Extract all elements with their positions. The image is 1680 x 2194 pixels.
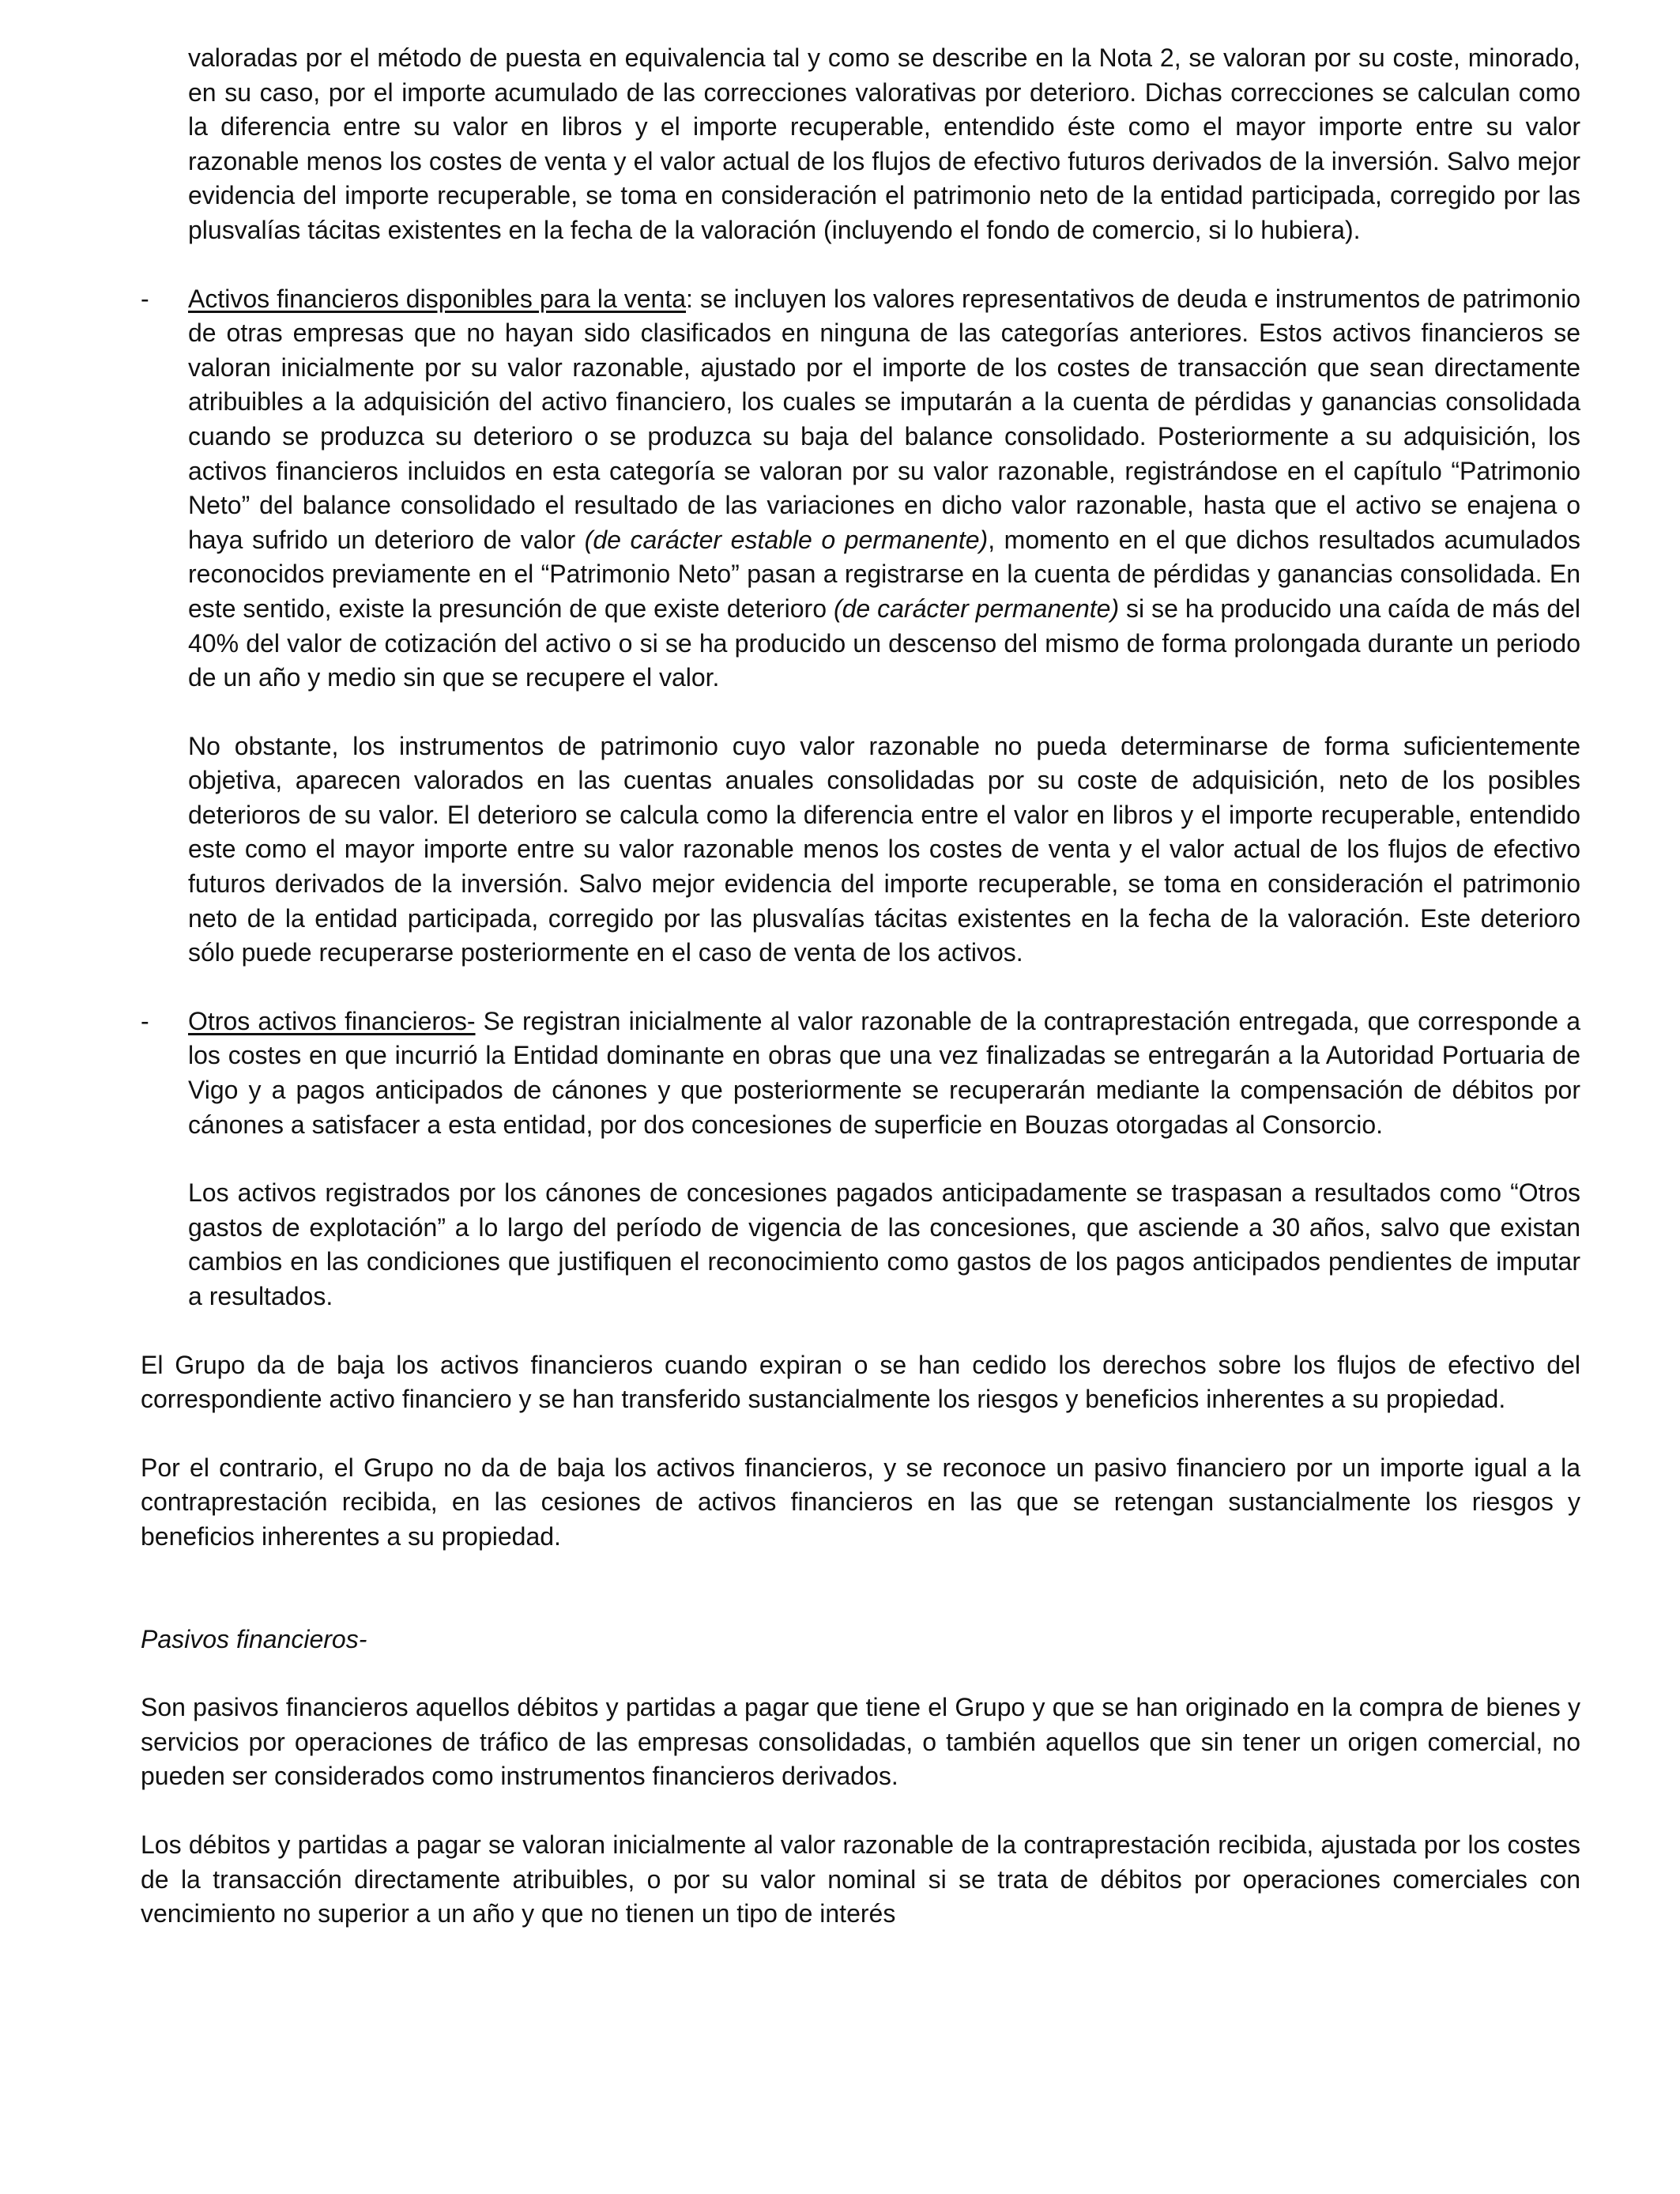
paragraph-derecognition: El Grupo da de baja los activos financieros cuando expiran o se han cedido los derechos sobre los flujos de efectivo del correspondiente activo financiero y se han transferido sustancialmente los riesgos y beneficios inherentes a su propiedad. xyxy=(141,1350,1580,1414)
bullet-title: Otros activos financieros- xyxy=(188,1006,476,1035)
document-page xyxy=(141,41,1580,1932)
paragraph-equity-method-valuation: valoradas por el método de puesta en equivalencia tal y como se describe en la Nota 2, se valoran por su coste, minorado, en su caso, por el importe acumulado de las correcciones valorativas por deterioro. Dichas correcciones se calculan como la diferencia entre su valor en libros y el importe recuperable, entendido éste como el mayor importe entre su valor razonable menos los costes de venta y el valor actual de los flujos de efectivo futuros derivados de la inversión. Salvo mejor evidencia del importe recuperable, se toma en consideración el patrimonio neto de la entidad participada, corregido por las plusvalías tácitas existentes en la fecha de la valoración (incluyendo el fondo de comercio, si lo hubiera). xyxy=(188,43,1580,244)
bullet-other-financial-assets: - Otros activos financieros- Se registran inicialmente al valor razonable de la contraprestación entregada, que corresponde a los costes en que incurrió la Entidad dominante en obras que una vez finalizadas se entregarán a la Autoridad Portuaria de Vigo y a pagos anticipados de cánones y que posteriormente se recuperarán mediante la compensación de débitos por cánones a satisfacer a esta entidad, por dos concesiones de superficie en Bouzas otorgadas al Consorcio. xyxy=(188,1005,1580,1142)
paragraph-concession-fees: Los activos registrados por los cánones de concesiones pagados anticipadamente se traspasan a resultados como “Otros gastos de explotación” a lo largo del período de vigencia de las concesiones, que asciende a 30 años, salvo que existan cambios en las condiciones que justifiquen el reconocimiento como gastos de los pagos anticipados pendientes de imputar a resultados. xyxy=(188,1178,1580,1310)
section-heading-financial-liabilities: Pasivos financieros- xyxy=(141,1624,367,1653)
bullet-title: Activos financieros disponibles para la venta xyxy=(188,284,687,313)
paragraph-liabilities-definition: Son pasivos financieros aquellos débitos y partidas a pagar que tiene el Grupo y que se han originado en la compra de bienes y servicios por operaciones de tráfico de las empresas consolidadas, o también aquellos que sin tener un origen comercial, no pueden ser considerados como instrumentos financieros derivados. xyxy=(141,1693,1580,1791)
paragraph-equity-instruments-cost: No obstante, los instrumentos de patrimonio cuyo valor razonable no pueda determinarse de forma suficientemente objetiva, aparecen valorados en las cuentas anuales consolidadas por su coste de adquisición, neto de los posibles deterioros de su valor. El deterioro se calcula como la diferencia entre el valor en libros y el importe recuperable, entendido este como el mayor importe entre su valor razonable menos los costes de venta y el valor actual de los flujos de efectivo futuros derivados de la inversión. Salvo mejor evidencia del importe recuperable, se toma en consideración el patrimonio neto de la entidad participada, corregido por las plusvalías tácitas existentes en la fecha de la valoración. Este deterioro sólo puede recuperarse posteriormente en el caso de venta de los activos. xyxy=(188,731,1580,967)
paragraph-liabilities-valuation: Los débitos y partidas a pagar se valoran inicialmente al valor razonable de la contraprestación recibida, ajustada por los costes de la transacción directamente atribuibles, o por su valor nominal si se trata de débitos por operaciones comerciales con vencimiento no superior a un año y que no tienen un tipo de interés xyxy=(141,1830,1580,1928)
bullet-available-for-sale-assets: - Activos financieros disponibles para la venta: se incluyen los valores representativos de deuda e instrumentos de patrimonio de otras empresas que no hayan sido clasificados en ninguna de las categorías anteriores. Estos activos financieros se valoran inicialmente por su valor razonable, ajustado por el importe de los costes de transacción que sean directamente atribuibles a la adquisición del activo financiero, los cuales se imputarán a la cuenta de pérdidas y ganancias consolidada cuando se produzca su deterioro o se produzca su baja del balance consolidado. Posteriormente a su adquisición, los activos financieros incluidos en esta categoría se valoran por su valor razonable, registrándose en el capítulo “Patrimonio Neto” del balance consolidado el resultado de las variaciones en dicho valor razonable, hasta que el activo se enajena o haya sufrido un deterioro de valor (de carácter estable o permanente), momento en el que dichos resultados acumulados reconocidos previamente en el “Patrimonio Neto” pasan a registrarse en la cuenta de pérdidas y ganancias consolidada. En este sentido, existe la presunción de que existe deterioro (de carácter permanente) si se ha producido una caída de más del 40% del valor de cotización del activo o si se ha producido un descenso del mismo de forma prolongada durante un periodo de un año y medio sin que se recupere el valor. xyxy=(188,282,1580,696)
paragraph-no-derecognition: Por el contrario, el Grupo no da de baja los activos financieros, y se reconoce un pasivo financiero por un importe igual a la contraprestación recibida, en las cesiones de activos financieros en las que se retengan sustancialmente los riesgos y beneficios inherentes a su propiedad. xyxy=(141,1453,1580,1551)
bullet-dash: - xyxy=(141,284,149,313)
bullet-dash: - xyxy=(141,1006,149,1035)
